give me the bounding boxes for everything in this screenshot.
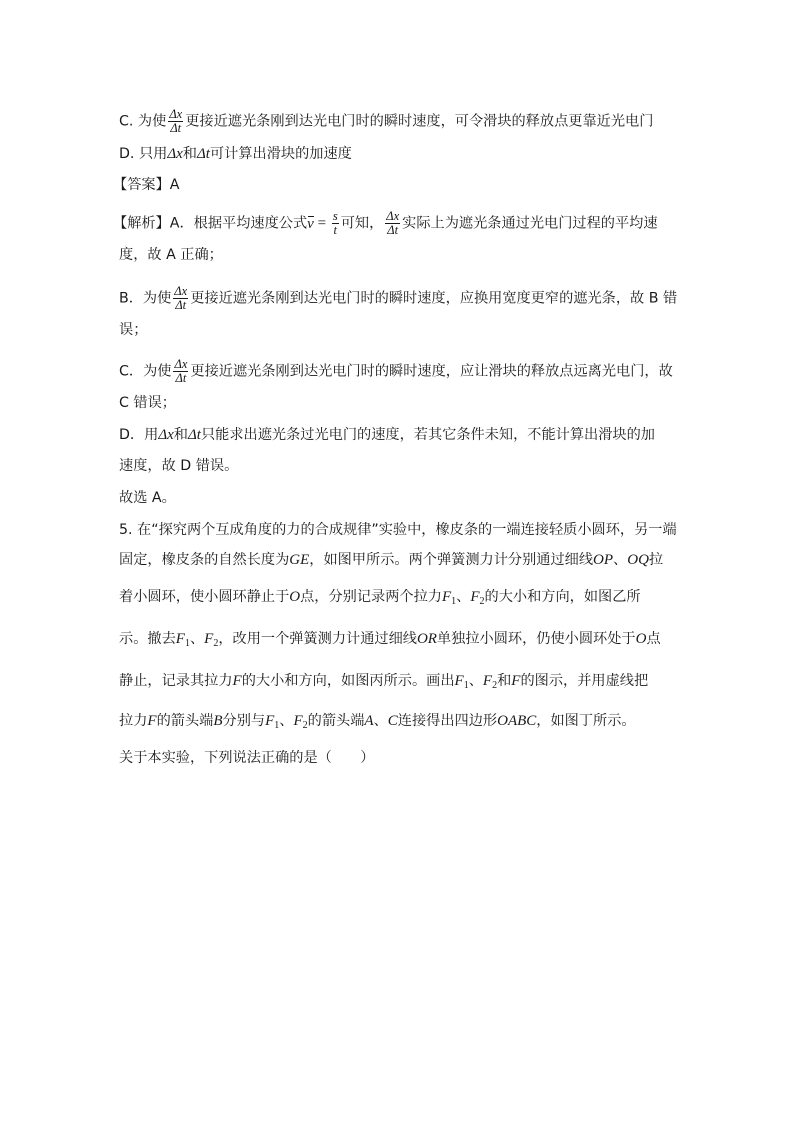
math-sub-2-b: 2 [213,638,219,649]
analysis-d-prefix: D．用 [119,427,159,443]
q5-text-5e: 的图示，并用虚线把 [520,673,649,689]
q5-text-3b: 点，分别记录两个拉力 [300,589,442,605]
analysis-b-text-2: 误； [119,322,148,338]
q5-line-1 [119,520,677,540]
math-sub-2-c: 2 [492,680,498,691]
fraction-s-t: $\frac{s}{t}$ [332,209,338,237]
option-d-prefix: D. 只用 [119,146,168,162]
math-F1: F [442,589,452,605]
math-sub-1-b: 1 [184,638,190,649]
answer-value: A [169,177,180,193]
q5-text-5b: 的大小和方向，如图丙所示。画出 [241,673,455,689]
option-c-line [119,108,653,135]
q5-text-6g: 连接得出四边形 [397,713,498,729]
q5-text-5a: 静止，记录其拉力 [119,673,233,689]
analysis-label: 【解析】 [113,215,170,232]
analysis-b-line-2 [119,320,147,340]
q5-line-7 [119,748,374,768]
analysis-d-text-1: 只能求出遮光条过光电门的速度，若其它条件未知，不能计算出滑块的加 [200,427,655,443]
q5-text-4b: 、 [189,631,205,647]
math-A: A [364,713,374,729]
fraction-dx-dt: $\frac{\Delta x}{\Delta t}$ [169,107,183,135]
analysis-c-text-2: C 错误； [119,395,176,411]
q5-text-2d: 拉 [648,552,664,568]
answer-line [113,175,179,195]
math-F2-b: F [204,631,214,647]
q5-text-3c: 、 [456,589,471,605]
option-c-prefix: C. 为使 [119,113,167,130]
q5-text-4a: 示。撤去 [119,631,176,647]
analysis-a-line-2 [119,245,223,265]
math-F-e: F [147,713,157,729]
q5-text-6c: 分别与 [222,713,266,729]
q5-text-6e: 的箭头端 [307,713,365,729]
analysis-a-text-3: 实际上为遮光条通过光电门过程的平均速 [402,215,658,232]
analysis-c-line-2 [119,393,176,413]
q5-text-2c: 、 [613,552,628,568]
q5-text-3d: 的大小和方向，如图乙所 [484,589,641,605]
option-d-suffix: 可计算出滑块的加速度 [209,146,352,162]
q5-text-6a: 拉力 [119,713,148,729]
q5-text-5c: 、 [468,673,483,689]
math-F-c: F [232,673,242,689]
math-delta-t: Δt [197,146,210,162]
analysis-d-mid: 和 [173,427,188,443]
math-F2-e: F [293,713,303,729]
q5-text-2a: 固定，橡皮条的自然长度为 [119,552,290,568]
math-sub-1-e: 1 [274,720,280,731]
q5-text-6f: 、 [373,713,388,729]
q5-text-2b: ，如图甲所示。两个弹簧测力计分别通过细线 [309,552,594,568]
math-F2: F [470,589,480,605]
math-F1-c: F [454,673,464,689]
math-F1-e: F [265,713,275,729]
math-GE: GE [289,552,310,568]
fraction-dx-dt-4: $\frac{\Delta x}{\Delta t}$ [174,357,188,385]
option-c-text: 更接近遮光条刚到达光电门时的瞬时速度，可令滑块的释放点更靠近光电门 [185,113,654,130]
math-B: B [213,713,223,729]
math-O: O [289,589,301,605]
analysis-b-text-1: 更接近遮光条刚到达光电门时的瞬时速度，应换用宽度更窄的遮光条，故 B 错 [190,290,678,307]
q5-text-7: 关于本实验，下列说法正确的是（ ） [119,750,375,766]
q5-text-4c: ，改用一个弹簧测力计通过细线 [218,631,417,647]
analysis-d-text-2: 速度，故 D 错误。 [119,458,239,474]
fraction-dx-dt-3: $\frac{\Delta x}{\Delta t}$ [174,284,188,312]
math-v-bar: v [307,215,314,232]
analysis-a-text-1: A．根据平均速度公式 [169,215,308,232]
math-sub-1: 1 [451,596,457,607]
conclusion-line [119,488,176,508]
analysis-c-line-1 [119,358,673,385]
q5-line-6 [119,711,636,736]
conclusion-text: 故选 A。 [119,490,176,506]
option-d-mid: 和 [182,146,197,162]
math-C: C [387,713,398,729]
math-O-b: O [635,631,647,647]
math-sub-2: 2 [479,596,485,607]
math-equals: = [313,215,330,232]
math-OQ: OQ [627,552,649,568]
math-delta-t-2: Δt [187,427,201,443]
analysis-d-line-1 [119,425,655,445]
math-F-d: F [511,673,521,689]
q5-text-6d: 、 [279,713,294,729]
q5-line-5 [119,671,648,696]
math-sub-1-c: 1 [463,680,469,691]
analysis-c-prefix: C．为使 [119,363,172,380]
q5-text-1: 5. 在“探究两个互成角度的力的合成规律”实验中，橡皮条的一端连接轻质小圆环，另一端 [119,522,677,538]
q5-text-5d: 和 [497,673,512,689]
analysis-b-prefix: B．为使 [119,290,172,307]
math-F2-c: F [482,673,493,689]
analysis-b-line-1 [119,285,677,312]
analysis-a-text-4: 度，故 A 正确； [119,247,223,263]
q5-line-3 [119,587,641,612]
analysis-c-text-1: 更接近遮光条刚到达光电门时的瞬时速度，应让滑块的释放点远离光电门，故 [190,363,673,380]
math-delta-x-2: Δx [158,427,174,443]
math-sub-2-e: 2 [302,720,308,731]
q5-line-4 [119,629,661,654]
q5-text-4d: 单独拉小圆环，仍使小圆环处于 [436,631,636,647]
math-OABC: OABC [497,713,537,729]
q5-text-6h: ，如图丁所示。 [536,713,636,729]
math-OR: OR [416,631,437,647]
math-delta-x: Δx [167,146,183,162]
analysis-a-line-1 [113,210,658,237]
answer-label: 【答案】 [113,177,170,193]
math-OP: OP [593,552,614,568]
q5-text-6b: 的箭头端 [156,713,214,729]
option-d-line [119,144,352,164]
q5-text-3a: 着小圆环，使小圆环静止于 [119,589,290,605]
analysis-d-line-2 [119,456,238,476]
q5-text-4e: 点 [646,631,661,647]
fraction-dx-dt-2: $\frac{\Delta x}{\Delta t}$ [386,209,400,237]
analysis-a-text-2: 可知， [340,215,384,232]
q5-line-2 [119,550,663,570]
math-F1-b: F [175,631,185,647]
